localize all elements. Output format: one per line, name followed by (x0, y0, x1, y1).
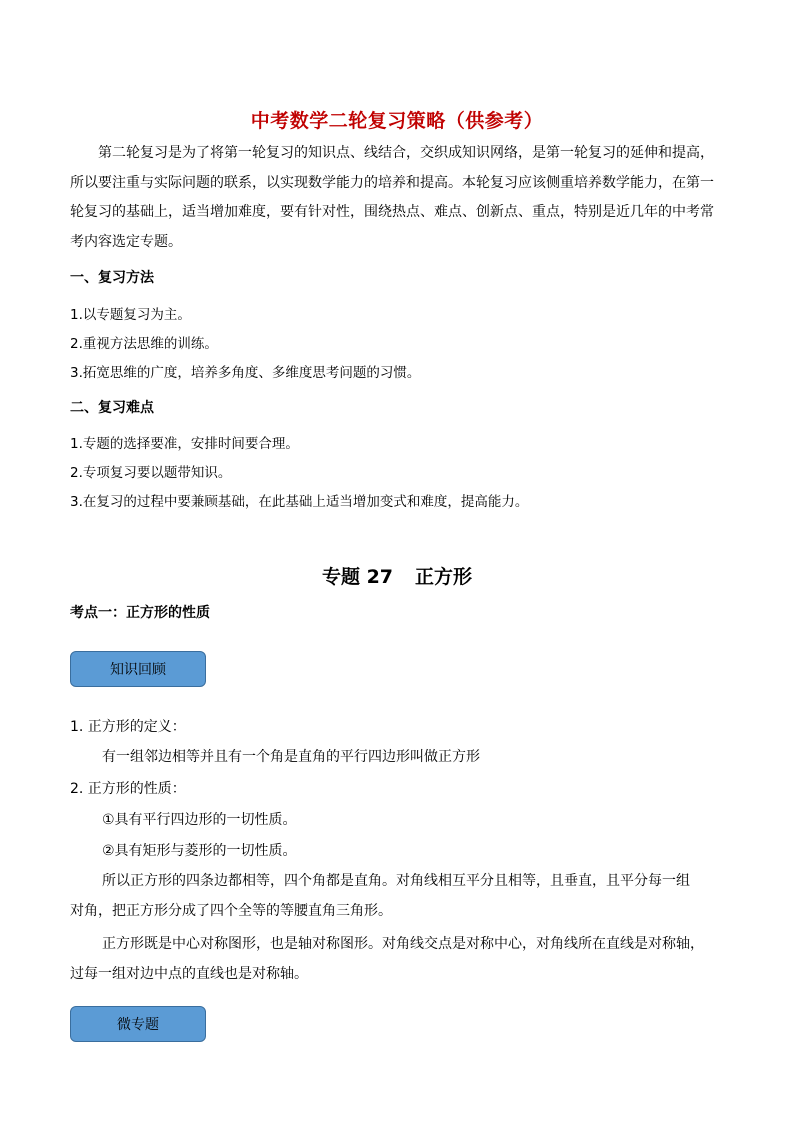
summary-line-2: 对角，把正方形分成了四个全等的等腰直角三角形。 (70, 903, 392, 919)
difficulties-item-1: 1.专题的选择要准，安排时间要合理。 (70, 436, 299, 452)
intro-line-1: 第二轮复习是为了将第一轮复习的知识点、线结合，交织成知识网络，是第一轮复习的延伸和提高， (98, 145, 714, 161)
symmetry-line-1: 正方形既是中心对称图形，也是轴对称图形。对角线交点是对称中心，对角线所在直线是对称轴， (102, 936, 704, 952)
definition-text: 有一组邻边相等并且有一个角是直角的平行四边形叫做正方形 (102, 749, 480, 765)
property-label: 2. 正方形的性质： (70, 781, 186, 797)
definition-label (70, 716, 186, 736)
topic-title (0, 562, 794, 589)
property-2: ②具有矩形与菱形的一切性质。 (102, 843, 297, 859)
definition-label-text: 1. 正方形的定义： (70, 719, 186, 735)
topic-name: 正方形 (415, 566, 473, 588)
property-1: ①具有平行四边形的一切性质。 (102, 812, 297, 828)
knowledge-review-button[interactable]: 知识回顾 (70, 651, 206, 687)
summary-line-1: 所以正方形的四条边都相等，四个角都是直角。对角线相互平分且相等，且垂直，且平分每一组 (102, 873, 690, 889)
intro-line-2: 所以要注重与实际问题的联系，以实现数学能力的培养和提高。本轮复习应该侧重培养数学能力，在第一 (70, 174, 714, 191)
topic-number: 专题 27 (321, 566, 394, 588)
difficulties-item-3: 3.在复习的过程中要兼顾基础，在此基础上适当增加变式和难度，提高能力。 (70, 494, 529, 510)
methods-item-1: 1.以专题复习为主。 (70, 307, 191, 323)
methods-item-2: 2.重视方法思维的训练。 (70, 336, 218, 352)
symmetry-paragraph (70, 929, 734, 989)
intro-paragraph (70, 139, 730, 257)
symmetry-line-2: 过每一组对边中点的直线也是对称轴。 (70, 966, 308, 982)
micro-topic-button[interactable]: 微专题 (70, 1006, 206, 1042)
intro-line-4: 考内容选定专题。 (70, 233, 182, 250)
difficulties-item-2: 2.专项复习要以题带知识。 (70, 465, 232, 481)
section-heading-difficulties: 二、复习难点 (70, 400, 154, 416)
doc-title: 中考数学二轮复习策略（供参考） (250, 110, 544, 132)
intro-line-3: 轮复习的基础上，适当增加难度，要有针对性，围绕热点、难点、创新点、重点，特别是近几年的中考常 (70, 204, 714, 220)
section-heading-methods: 一、复习方法 (70, 270, 154, 286)
point-heading: 考点一：正方形的性质 (70, 605, 210, 621)
property-summary-paragraph (70, 866, 734, 926)
methods-item-3: 3.拓宽思维的广度，培养多角度、多维度思考问题的习惯。 (70, 365, 421, 381)
